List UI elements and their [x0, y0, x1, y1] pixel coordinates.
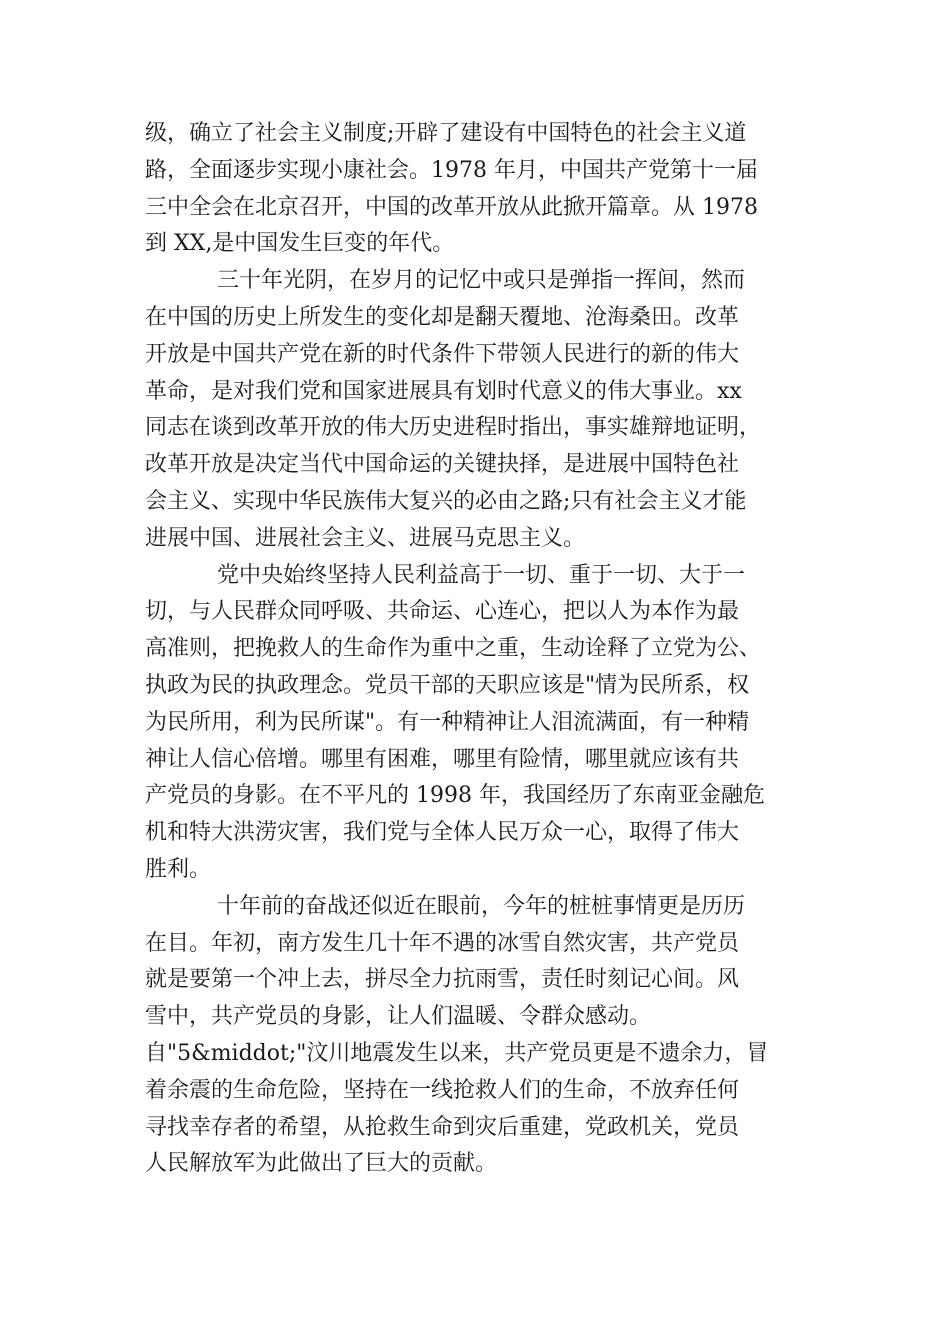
text-line: 改革开放是决定当代中国命运的关键抉择，是进展中国特色社	[145, 452, 740, 478]
text-line-first-indented: 三十年光阴，在岁月的记忆中或只是弹指一挥间，然而	[217, 268, 746, 294]
text-line: 三中全会在北京召开，中国的改革开放从此掀开篇章。从 1978	[145, 194, 758, 220]
text-line: 产党员的身影。在不平凡的 1998 年，我国经历了东南亚金融危	[145, 783, 765, 809]
text-line: 人民解放军为此做出了巨大的贡献。	[145, 1151, 498, 1177]
document-body	[145, 116, 805, 1183]
text-line: 会主义、实现中华民族伟大复兴的必由之路;只有社会主义才能	[145, 488, 747, 514]
text-line: 高准则，把挽救人的生命作为重中之重，生动诠释了立党为公、	[145, 636, 762, 662]
text-line: 胜利。	[145, 856, 212, 882]
text-line: 着余震的生命危险，坚持在一线抢救人们的生命，不放弃任何	[145, 1077, 740, 1103]
text-line: 为民所用，利为民所谋"。有一种精神让人泪流满面，有一种精	[145, 709, 750, 735]
text-line: 进展中国、进展社会主义、进展马克思主义。	[145, 525, 586, 551]
text-line: 自"5&middot;"汶川地震发生以来，共产党员更是不遗余力，冒	[145, 1040, 769, 1066]
text-line: 同志在谈到改革开放的伟大历史进程时指出，事实雄辩地证明，	[145, 415, 762, 441]
paragraph-2	[145, 263, 805, 557]
text-line: 在中国的历史上所发生的变化却是翻天覆地、沧海桑田。改革	[145, 304, 740, 330]
text-line-first-indented: 党中央始终坚持人民利益高于一切、重于一切、大于一	[217, 562, 746, 588]
paragraph-3	[145, 558, 805, 889]
paragraph-1	[145, 116, 805, 263]
paragraph-4	[145, 889, 805, 1183]
text-line: 级，确立了社会主义制度;开辟了建设有中国特色的社会主义道	[145, 121, 747, 146]
text-line: 路，全面逐步实现小康社会。1978 年月，中国共产党第十一届	[145, 157, 758, 183]
text-line: 执政为民的执政理念。党员干部的天职应该是"情为民所系，权	[145, 672, 750, 698]
text-line-first-indented: 十年前的奋战还似近在眼前，今年的桩桩事情更是历历	[217, 893, 746, 919]
text-line: 就是要第一个冲上去，拼尽全力抗雨雪，责任时刻记心间。风	[145, 967, 740, 993]
text-line: 革命，是对我们党和国家进展具有划时代意义的伟大事业。xx	[145, 378, 742, 404]
text-line: 开放是中国共产党在新的时代条件下带领人民进行的新的伟大	[145, 341, 740, 367]
text-line: 到 XX,是中国发生巨变的年代。	[145, 231, 455, 257]
text-line: 切，与人民群众同呼吸、共命运、心连心，把以人为本作为最	[145, 599, 740, 625]
text-line: 神让人信心倍增。哪里有困难，哪里有险情，哪里就应该有共	[145, 746, 740, 772]
text-line: 雪中，共产党员的身影，让人们温暖、令群众感动。	[145, 1004, 652, 1030]
text-line: 寻找幸存者的希望，从抢救生命到灾后重建，党政机关，党员	[145, 1114, 740, 1140]
text-line: 在目。年初，南方发生几十年不遇的冰雪自然灾害，共产党员	[145, 930, 740, 956]
text-line: 机和特大洪涝灾害，我们党与全体人民万众一心，取得了伟大	[145, 820, 740, 846]
